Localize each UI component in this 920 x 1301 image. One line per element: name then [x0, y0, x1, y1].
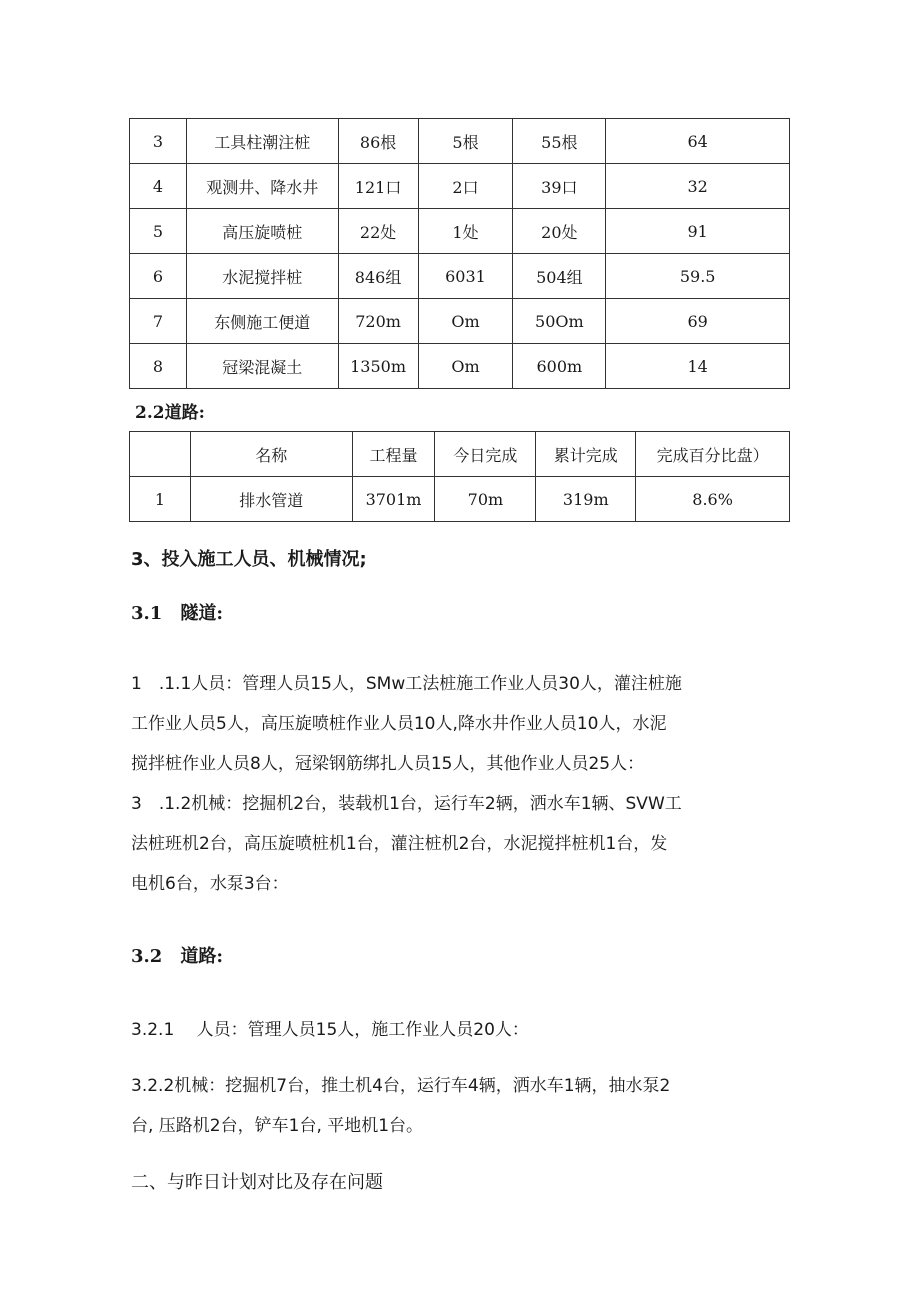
item-name: 排水管道 [190, 477, 352, 522]
item-name: 高压旋喷桩 [186, 209, 338, 254]
item-today: Om [418, 344, 513, 389]
section-3-1-title: 3.1 隧道: [131, 603, 223, 624]
item-cumulative: 55根 [513, 119, 606, 164]
row-number: 8 [130, 344, 187, 389]
progress-table-tunnel [129, 118, 790, 389]
section-two-title: 二、与昨日计划对比及存在问题 [131, 1172, 383, 1193]
item-total: 86根 [338, 119, 418, 164]
section-3-2-body [131, 1010, 529, 1050]
header-cell: 名称 [190, 432, 352, 477]
paragraph-line: 3 .1.2机械：挖掘机2台，装载机1台，运行车2辆，洒水车1辆、SVW工 [131, 794, 682, 814]
table-row [130, 299, 790, 344]
table-header-row [130, 432, 790, 477]
item-today: Om [418, 299, 513, 344]
paragraph-line: 法桩班机2台，高压旋喷桩机1台，灌注桩机2台，水泥搅拌桩机1台，发 [131, 834, 668, 854]
item-name: 冠梁混凝土 [186, 344, 338, 389]
item-total: 846组 [338, 254, 418, 299]
table-row [130, 254, 790, 299]
section-3-title: 3、投入施工人员、机械情况; [131, 549, 367, 570]
item-today: 1处 [418, 209, 513, 254]
header-cell: 完成百分比盘） [636, 432, 790, 477]
header-cell [130, 432, 191, 477]
row-number: 6 [130, 254, 187, 299]
item-cumulative: 50Om [513, 299, 606, 344]
table-row [130, 119, 790, 164]
item-total: 1350m [338, 344, 418, 389]
item-name: 东侧施工便道 [186, 299, 338, 344]
paragraph-line: 电机6台，水泵3台： [131, 874, 289, 894]
table-row [130, 477, 790, 522]
item-cumulative: 20处 [513, 209, 606, 254]
item-cumulative: 319m [536, 477, 636, 522]
paragraph-line: 1 .1.1人员：管理人员15人，SMw工法桩施工作业人员30人，灌注桩施 [131, 674, 682, 694]
progress-table-road [129, 431, 790, 522]
row-number: 3 [130, 119, 187, 164]
row-number: 1 [130, 477, 191, 522]
header-cell: 今日完成 [435, 432, 536, 477]
section-3-2-title: 3.2 道路: [131, 946, 223, 967]
table-row [130, 209, 790, 254]
item-name: 工具柱潮注桩 [186, 119, 338, 164]
header-cell: 工程量 [352, 432, 435, 477]
item-today: 70m [435, 477, 536, 522]
item-today: 6031 [418, 254, 513, 299]
row-number: 7 [130, 299, 187, 344]
item-today: 2口 [418, 164, 513, 209]
paragraph-line: 工作业人员5人，高压旋喷桩作业人员10人,降水井作业人员10人，水泥 [131, 714, 667, 734]
row-number: 4 [130, 164, 187, 209]
item-percent: 59.5 [606, 254, 790, 299]
item-name: 水泥搅拌桩 [186, 254, 338, 299]
item-name: 观测井、降水井 [186, 164, 338, 209]
row-number: 5 [130, 209, 187, 254]
item-percent: 14 [606, 344, 790, 389]
item-total: 720m [338, 299, 418, 344]
paragraph-line: 3.2.1 人员：管理人员15人，施工作业人员20人： [131, 1020, 529, 1040]
item-total: 22处 [338, 209, 418, 254]
item-percent: 8.6% [636, 477, 790, 522]
section-2-2-title: 2.2道路: [135, 403, 205, 423]
paragraph-line: 3.2.2机械：挖掘机7台，推土机4台，运行车4辆，洒水车1辆，抽水泵2 [131, 1076, 671, 1096]
table-row [130, 164, 790, 209]
item-percent: 69 [606, 299, 790, 344]
item-percent: 32 [606, 164, 790, 209]
item-total: 3701m [352, 477, 435, 522]
paragraph-line: 台, 压路机2台，铲车1台, 平地机1台。 [131, 1116, 424, 1136]
item-percent: 91 [606, 209, 790, 254]
item-cumulative: 504组 [513, 254, 606, 299]
item-today: 5根 [418, 119, 513, 164]
header-cell: 累计完成 [536, 432, 636, 477]
item-percent: 64 [606, 119, 790, 164]
paragraph-line: 搅拌桩作业人员8人，冠梁钢筋绑扎人员15人，其他作业人员25人： [131, 754, 645, 774]
section-3-1-body [131, 664, 682, 904]
section-3-2-body-cont [131, 1066, 670, 1146]
table-row [130, 344, 790, 389]
item-cumulative: 39口 [513, 164, 606, 209]
item-cumulative: 600m [513, 344, 606, 389]
item-total: 121口 [338, 164, 418, 209]
